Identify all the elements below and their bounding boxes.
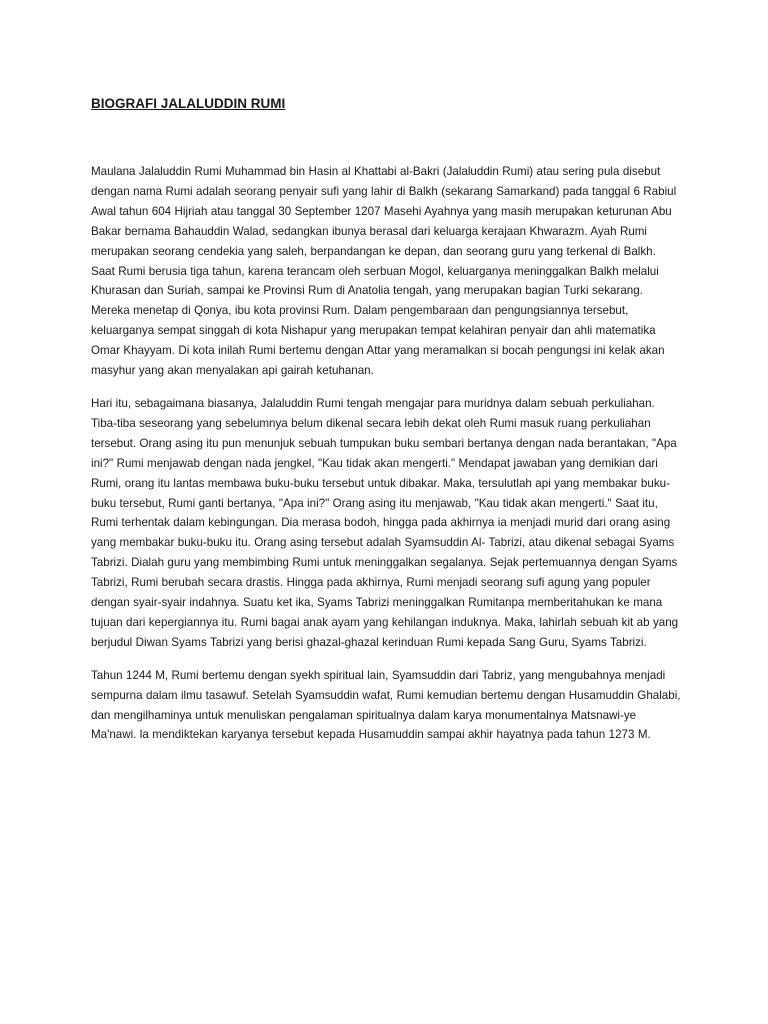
paragraph-1: Maulana Jalaluddin Rumi Muhammad bin Hasin al Khattabi al-Bakri (Jalaluddin Rumi) atau sering pula disebut dengan nama Rumi adalah seorang penyair sufi yang lahir di Balkh (sekarang Samarkand) pada tanggal 6 Rabiul Awal tahun 604 Hijriah atau tanggal 30 September 1207 Masehi Ayahnya yang masih merupakan keturunan Abu Bakar bernama Bahauddin Walad, sedangkan ibunya berasal dari keluarga kerajaan Khwarazm. Ayah Rumi merupakan seorang cendekia yang saleh, berpandangan ke depan, dan seorang guru yang terkenal di Balkh. Saat Rumi berusia tiga tahun, karena terancam oleh serbuan Mogol, keluarganya meninggalkan Balkh melalui Khurasan dan Suriah, sampai ke Provinsi Rum di Anatolia tengah, yang merupakan bagian Turki sekarang. Mereka menetap di Qonya, ibu kota provinsi Rum. Dalam pengembaraan dan pengungsiannya tersebut, keluarganya sempat singgah di kota Nishapur yang merupakan tempat kelahiran penyair dan ahli matematika Omar Khayyam. Di kota inilah Rumi bertemu dengan Attar yang meramalkan si bocah pengungsi ini kelak akan masyhur yang akan menyalakan api gairah ketuhanan. bbox=[91, 165, 677, 378]
document-body bbox=[91, 94, 683, 745]
paragraph-2: Hari itu, sebagaimana biasanya, Jalaluddin Rumi tengah mengajar para muridnya dalam sebuah perkuliahan. Tiba-tiba seseorang yang sebelumnya belum dikenal secara lebih dekat oleh Rumi masuk ruang perkuliahan tersebut. Orang asing itu pun menunjuk sebuah tumpukan buku sembari bertanya dengan nada berantakan, "Apa ini?" Rumi menjawab dengan nada jengkel, "Kau tidak akan mengerti." Mendapat jawaban yang demikian dari Rumi, orang itu lantas membawa buku-buku tersebut untuk dibakar. Maka, tersulutlah api yang membakar buku-buku tersebut, Rumi ganti bertanya, "Apa ini?" Orang asing itu menjawab, "Kau tidak akan mengerti." Saat itu, Rumi terhentak dalam kebingungan. Dia merasa bodoh, hingga pada akhirnya ia menjadi murid dari orang asing yang membakar buku-buku itu. Orang asing tersebut adalah Syamsuddin Al- Tabrizi, atau dikenal sebagai Syams Tabrizi. Dialah guru yang membimbing Rumi untuk meninggalkan segalanya. Sejak pertemuannya dengan Syams Tabrizi, Rumi berubah secara drastis. Hingga pada akhirnya, Rumi menjadi seorang sufi agung yang populer dengan syair-syair indahnya. Suatu ket ika, Syams Tabrizi meninggalkan Rumitanpa memberitahukan ke mana tujuan dari kepergiannya itu. Rumi bagai anak ayam yang kehilangan induknya. Maka, lahirlah sebuah kit ab yang berjudul Diwan Syams Tabrizi yang berisi ghazal-ghazal kerinduan Rumi kepada Sang Guru, Syams Tabrizi. bbox=[91, 396, 679, 649]
document-title: BIOGRAFI JALALUDDIN RUMI bbox=[91, 96, 286, 111]
paragraph-3: Tahun 1244 M, Rumi bertemu dengan syekh spiritual lain, Syamsuddin dari Tabriz, yang mengubahnya menjadi sempurna dalam ilmu tasawuf. Setelah Syamsuddin wafat, Rumi kemudian bertemu dengan Husamuddin Ghalabi, dan mengilhaminya untuk menuliskan pengalaman spiritualnya dalam karya monumentalnya Matsnawi-ye Ma'nawi. la mendiktekan karyanya tersebut kepada Husamuddin sampai akhir hayatnya pada tahun 1273 M. bbox=[91, 668, 681, 742]
